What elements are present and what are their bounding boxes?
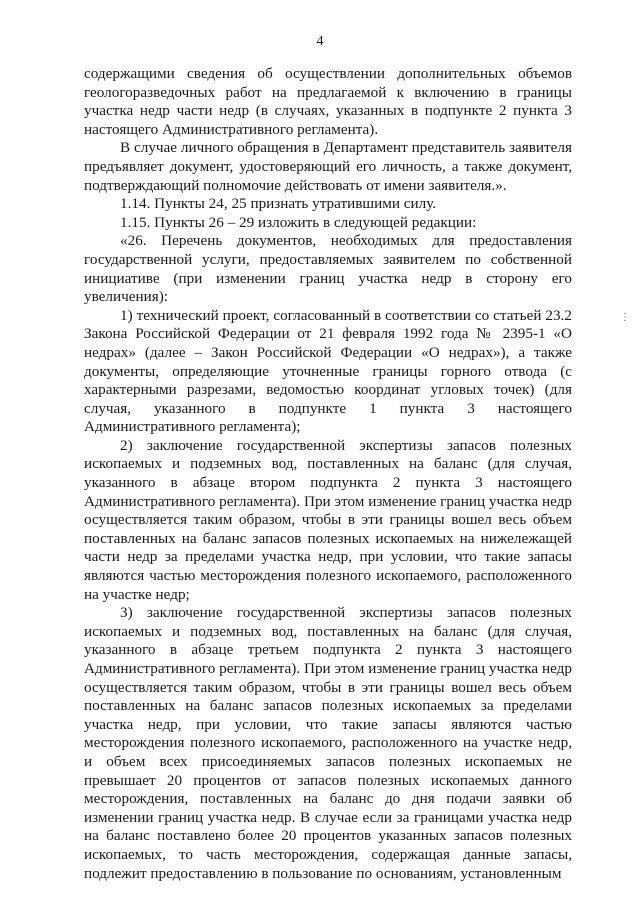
paragraph-personal-appeal: В случае личного обращения в Департамент представитель заявителя предъявляет документ, удостоверяющий его личность, а также документ, подтверждающий полномочие действовать от имени заявителя.». bbox=[84, 139, 572, 194]
paragraph-subitem-2: 2) заключение государственной экспертизы запасов полезных ископаемых и подземных вод, поставленных на баланс (для случая, указанного в абзаце втором подпункта 2 пункта 3 настоящего Административного регламента). При этом изменение границ участка недр осуществляется таким образом, чтобы в эти границы вошел весь объем поставленных на баланс запасов полезных ископаемых на нижележащей части недр за пределами участка недр, при условии, что такие запасы являются частью месторождения полезного ископаемого, расположенного на участке недр; bbox=[84, 436, 572, 603]
document-body bbox=[84, 65, 572, 883]
page-number: 4 bbox=[316, 34, 324, 49]
paragraph-1-15: 1.15. Пункты 26 – 29 изложить в следующей редакции: bbox=[120, 213, 477, 231]
paragraph-1-14: 1.14. Пункты 24, 25 признать утратившими силу. bbox=[120, 195, 437, 213]
margin-mark: ⋮ bbox=[620, 312, 630, 323]
paragraph-item-26: «26. Перечень документов, необходимых для предоставления государственной услуги, предоставляемых заявителем по собственной инициативе (при изменении границ участка недр в сторону его увеличения): bbox=[84, 232, 572, 306]
paragraph-subitem-3: 3) заключение государственной экспертизы запасов полезных ископаемых и подземных вод, поставленных на баланс (для случая, указанного в абзаце третьем подпункта 2 пункта 3 настоящего Административного регламента). При этом изменение границ участка недр осуществляется таким образом, чтобы в эти границы вошел весь объем поставленных на баланс запасов полезных ископаемых за пределами участка недр, при условии, что такие запасы являются частью месторождения полезного ископаемого, расположенного на участке недр, и объем всех присоединяемых запасов полезных ископаемых не превышает 20 процентов от запасов полезных ископаемых данного месторождения, поставленных на баланс до дня подачи заявки об изменении границ участка недр. В случае если за границами участка недр на баланс поставлено более 20 процентов указанных запасов полезных ископаемых, то часть месторождения, содержащая данные запасы, подлежит предоставлению в пользование по основаниям, установленным bbox=[84, 604, 572, 882]
paragraph-subitem-1: 1) технический проект, согласованный в соответствии со статьей 23.2 Закона Российской Федерации от 21 февраля 1992 года № 2395-1 «О недрах» (далее – Закон Российской Федерации «О недрах»), а также документы, определяющие уточненные границы горного отвода (с характерными разрезами, ведомостью координат угловых точек) (для случая, указанного в подпункте 1 пункта 3 настоящего Административного регламента); bbox=[84, 306, 572, 436]
paragraph-continuation: содержащими сведения об осуществлении дополнительных объемов геологоразведочных работ на предлагаемой к включению в границы участка недр части недр (в случаях, указанных в подпункте 2 пункта 3 настоящего Административного регламента). bbox=[84, 65, 572, 138]
